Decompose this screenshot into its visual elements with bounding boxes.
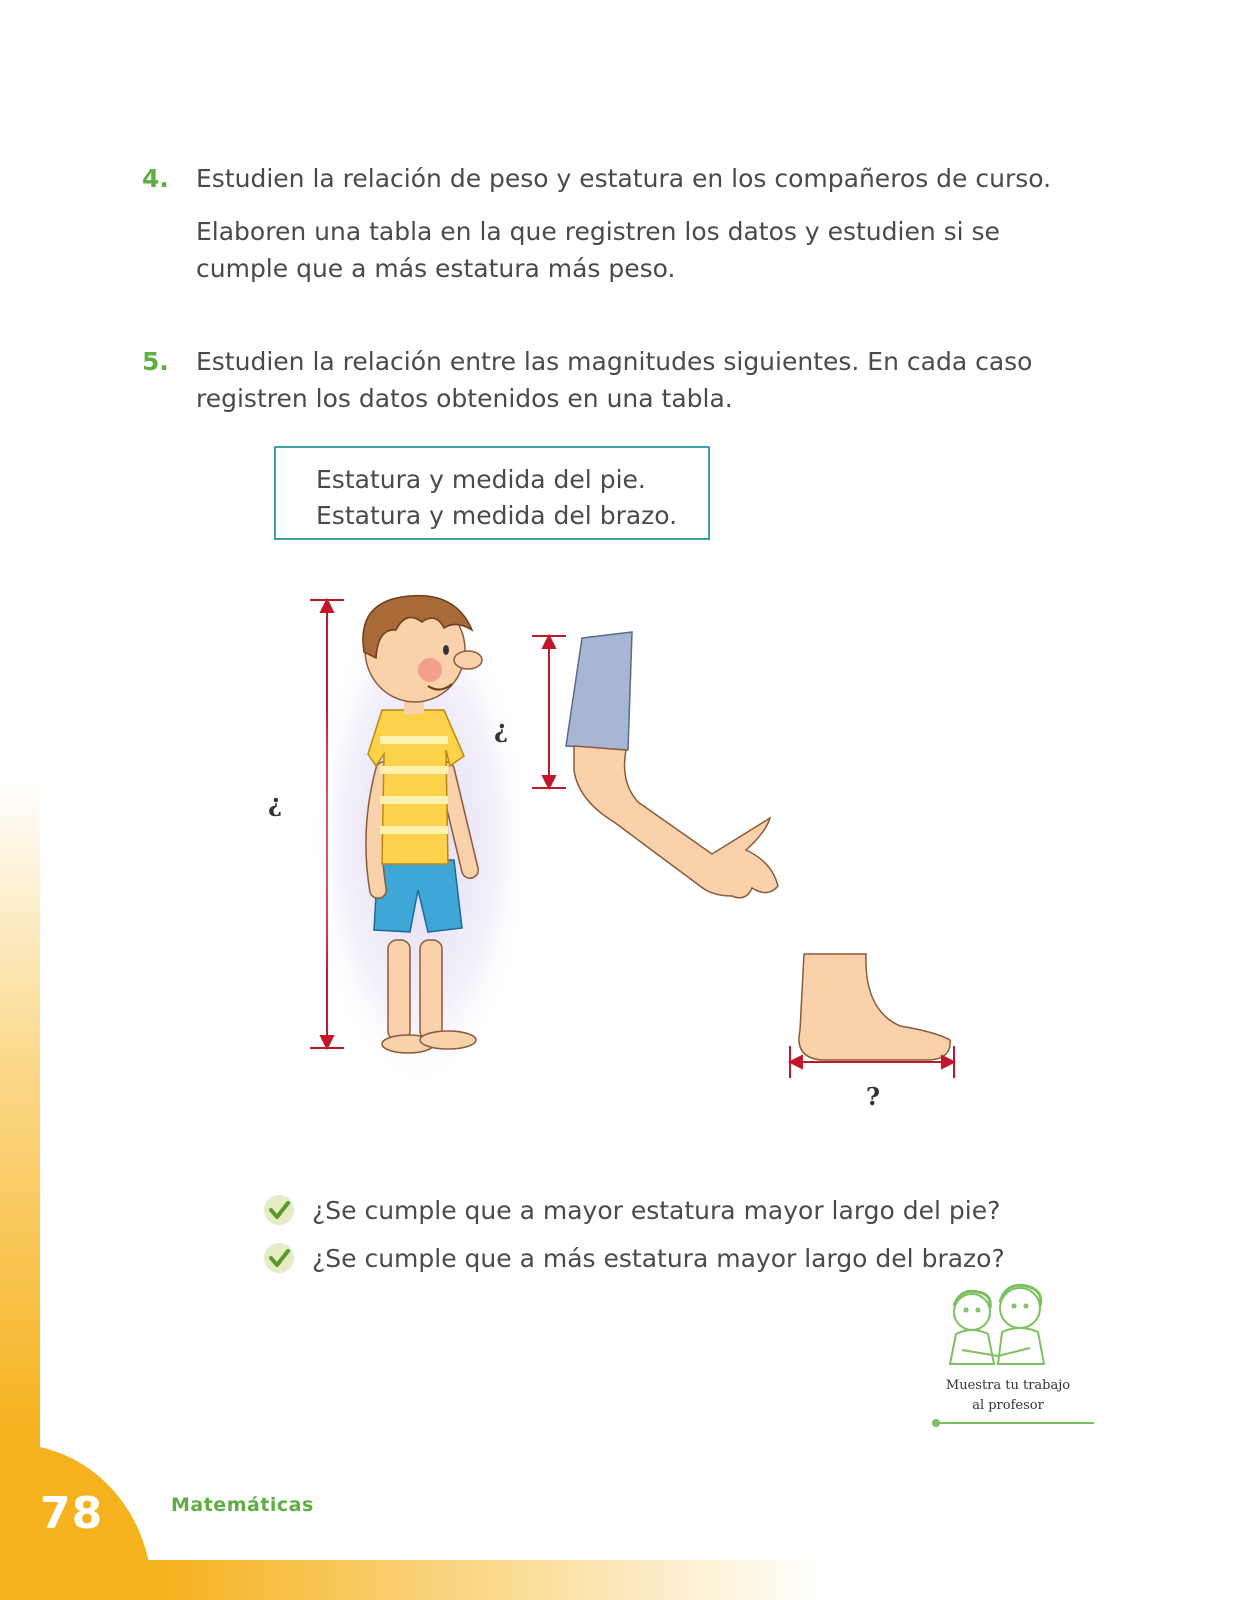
arm-figure	[566, 632, 778, 898]
exercise-4-line2: Elaboren una tabla en la que registren los datos y estudien si se cumple que a más estatura más peso.	[196, 217, 1000, 283]
question-text: ¿Se cumple que a mayor estatura mayor largo del pie?	[312, 1195, 1001, 1225]
check-icon	[262, 1241, 296, 1275]
exercise-4-line1: Estudien la relación de peso y estatura en los compañeros de curso.	[196, 164, 1052, 193]
page-number: 78	[40, 1488, 104, 1539]
boy-figure	[310, 590, 530, 1090]
box-line-2: Estatura y medida del brazo.	[316, 501, 678, 530]
badge-divider	[936, 1422, 1094, 1424]
exercise-number: 4.	[142, 164, 169, 193]
subject-label: Matemáticas	[171, 1494, 314, 1516]
question-list	[262, 1186, 1005, 1282]
question-text: ¿Se cumple que a más estatura mayor largo del brazo?	[312, 1243, 1005, 1273]
exercise-4	[142, 160, 1092, 303]
badge-dot	[932, 1419, 940, 1427]
illustration-svg	[260, 570, 980, 1130]
check-icon	[262, 1193, 296, 1227]
show-teacher-badge	[922, 1280, 1094, 1428]
foot-question-mark: ?	[866, 1082, 881, 1111]
children-icon	[922, 1280, 1094, 1376]
exercise-5	[142, 343, 1092, 433]
height-question-mark: ?	[268, 792, 283, 821]
exercise-5-text: Estudien la relación entre las magnitudes siguientes. En cada caso registren los datos obtenidos en una tabla.	[196, 347, 1033, 413]
magnitudes-box	[274, 446, 710, 540]
list-item	[262, 1186, 1005, 1234]
badge-line-2: al profesor	[972, 1398, 1044, 1413]
exercise-number: 5.	[142, 347, 169, 376]
measurement-illustration	[260, 570, 980, 1134]
arm-measure-line	[532, 636, 566, 788]
foot-figure	[799, 954, 950, 1060]
badge-line-1: Muestra tu trabajo	[945, 1378, 1071, 1393]
box-line-1: Estatura y medida del pie.	[316, 465, 646, 494]
arm-question-mark: ?	[494, 718, 509, 747]
list-item	[262, 1234, 1005, 1282]
